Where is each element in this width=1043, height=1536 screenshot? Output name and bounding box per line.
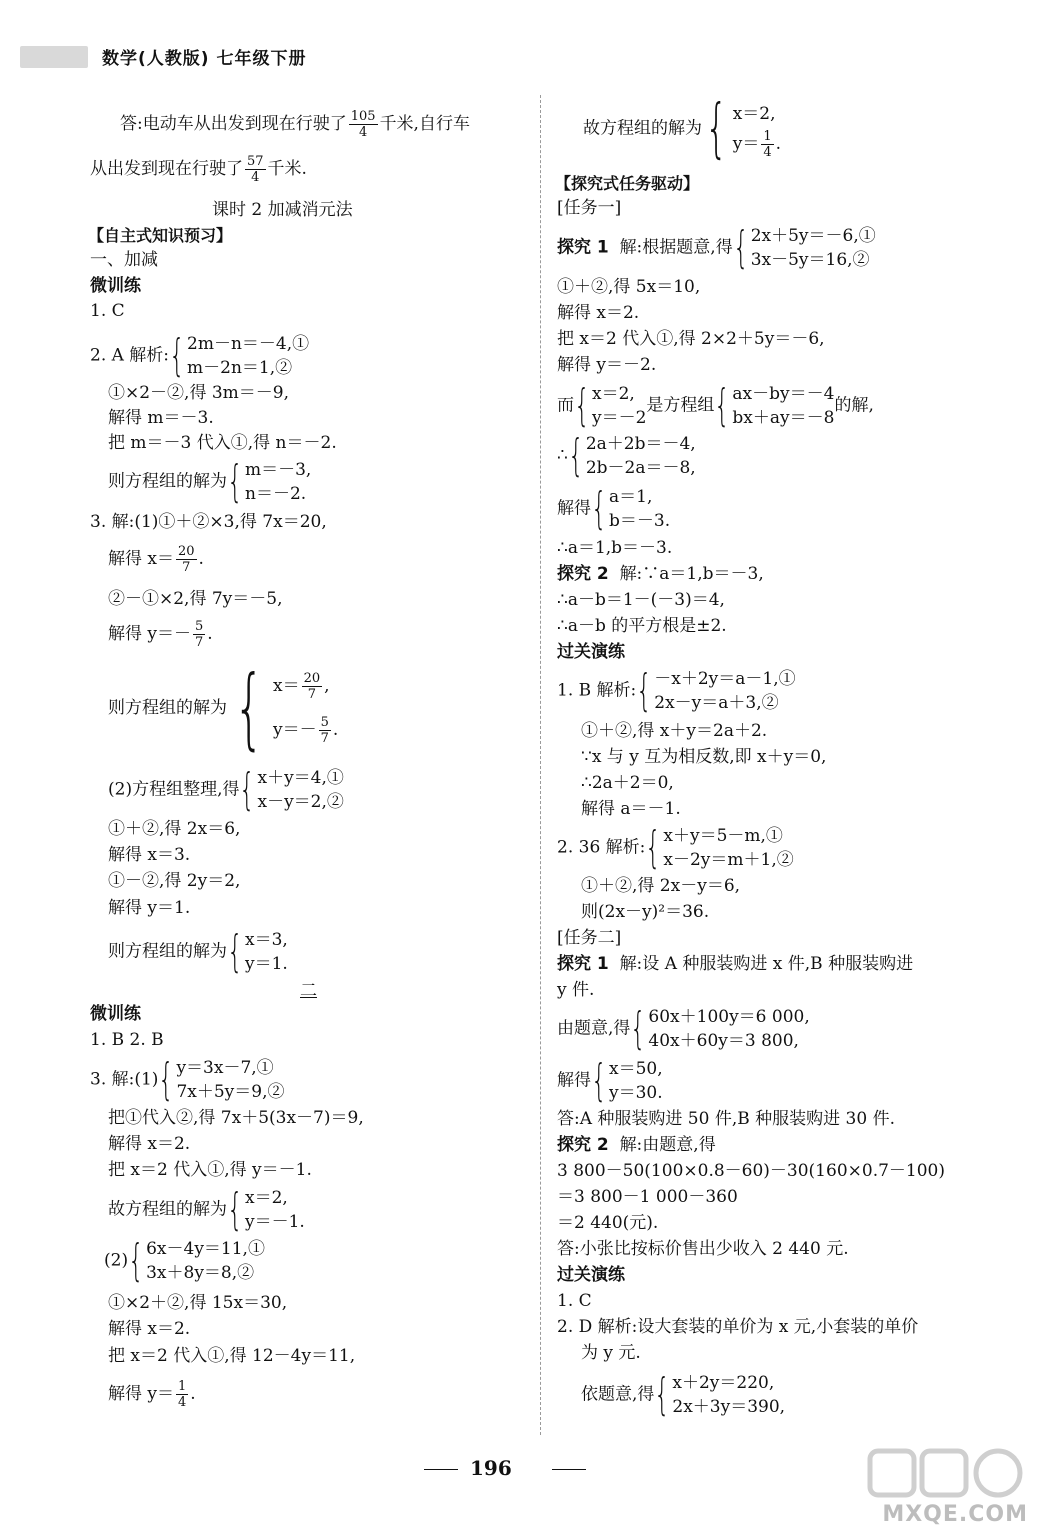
brace-icon: { — [568, 430, 584, 481]
equation-system: { 2m－n＝－4,① m－2n＝1,② — [169, 330, 310, 381]
subheading: 二 — [300, 981, 317, 1001]
step: ①＋②,得 x＋y＝2a＋2. — [581, 721, 768, 741]
brace-icon: { — [574, 380, 590, 431]
step: ①－②,得 2y＝2, — [108, 871, 241, 891]
brace-icon: { — [239, 764, 256, 815]
task-heading: [任务二] — [557, 928, 622, 948]
brace-icon: { — [591, 1055, 607, 1106]
step: 3 800－50(100×0.8－60)－30(160×0.7－100) — [557, 1161, 945, 1181]
footer-dash — [552, 1469, 586, 1470]
step: 解得 { a＝1, b＝－3. — [557, 483, 671, 534]
task-heading: [任务一] — [557, 198, 622, 218]
brace-icon: { — [169, 330, 185, 381]
practice-1: 1. C — [557, 1291, 592, 1311]
step: ∵x 与 y 互为相反数,即 x＋y＝0, — [581, 747, 827, 767]
header-title: 数学(人教版) 七年级下册 — [102, 49, 307, 69]
step: 解得 a＝－1. — [581, 799, 681, 819]
section-heading: 【自主式知识预习】 — [88, 226, 233, 245]
brace-icon: { — [733, 222, 749, 273]
subheading: 一、加减 — [90, 250, 158, 270]
exercise-heading: 微训练 — [90, 1004, 141, 1024]
column-divider — [540, 95, 541, 1435]
step: ∴a－b 的平方根是±2. — [557, 616, 727, 636]
answer-line-1: 答:电动车从出发到现在行驶了 $\frac{105}{4}$ 千米,自行车 — [120, 109, 470, 140]
solution: 则方程组的解为 { x＝ $\frac{20}{7}$ , y＝－ $\frac{5}{7}$ . — [108, 656, 339, 759]
explore-1b: 探究 1 解:设 A 种服装购进 x 件,B 种服装购进 — [557, 954, 914, 974]
watermark-logo-icon — [862, 1445, 1032, 1505]
step: ∴a－b＝1－(－3)＝4, — [557, 590, 725, 610]
brace-icon: { — [233, 656, 265, 759]
step: ②－①×2,得 7y＝－5, — [108, 589, 283, 609]
brace-icon: { — [227, 1184, 243, 1235]
brace-icon: { — [630, 1003, 647, 1054]
watermark-site: MXQE.COM — [882, 1502, 1028, 1527]
step: 为 y 元. — [581, 1343, 641, 1363]
answer-1-2: 1. B 2. B — [90, 1030, 164, 1050]
step: ①＋②,得 2x－y＝6, — [581, 876, 741, 896]
explore-1: 探究 1 解:根据题意,得 { 2x＋5y＝－6,① 3x－5y＝16,② — [557, 222, 876, 273]
step: 解得 y＝ $\frac{1}{4}$ . — [108, 1379, 196, 1410]
section-heading: 【探究式任务驱动】 — [555, 174, 700, 193]
step: 3. 解:(1)①＋②×3,得 7x＝20, — [90, 512, 327, 532]
series-logo — [20, 46, 88, 68]
answer-2: 2. A 解析: { 2m－n＝－4,① m－2n＝1,② — [90, 330, 310, 381]
step: 把 x＝2 代入①,得 12－4y＝11, — [108, 1346, 356, 1366]
explore-2: 探究 2 解:∵a＝1,b＝－3, — [557, 564, 764, 584]
step: 把 m＝－3 代入①,得 n＝－2. — [108, 433, 337, 453]
step: 解得 { x＝50, y＝30. — [557, 1055, 663, 1106]
step: 解得 x＝2. — [108, 1134, 191, 1154]
step: 解得 y＝1. — [108, 898, 191, 918]
step: 把 x＝2 代入①,得 y＝－1. — [108, 1160, 312, 1180]
brace-icon: { — [645, 822, 662, 873]
solution: 则方程组的解为 { m＝－3, n＝－2. — [108, 456, 312, 507]
brace-icon: { — [654, 1369, 671, 1420]
step: 由题意,得 { 60x＋100y＝6 000, 40x＋60y＝3 800, — [557, 1003, 810, 1054]
step: ＝3 800－1 000－360 — [557, 1187, 738, 1207]
practice-heading: 过关演练 — [557, 642, 625, 662]
step: (2)方程组整理,得 { x＋y＝4,① x－y＝2,② — [108, 764, 344, 815]
watermark — [862, 1445, 1032, 1527]
step: 则(2x－y)²＝36. — [581, 902, 710, 922]
step: ①＋②,得 2x＝6, — [108, 819, 241, 839]
practice-2: 2. 36 解析: { x＋y＝5－m,① x－2y＝m＋1,② — [557, 822, 794, 873]
solution: 故方程组的解为 { x＝2, y＝ $\frac{1}{4}$ . — [583, 92, 782, 166]
brace-icon: { — [591, 483, 607, 534]
step: ①×2－②,得 3m＝－9, — [108, 383, 290, 403]
brace-icon: { — [714, 380, 731, 431]
step: 而 { x＝2, y＝－2 是方程组 { ax－by＝－4 bx＋ay＝－8 的解, — [557, 380, 874, 431]
step: 解得 x＝3. — [108, 845, 191, 865]
brace-icon: { — [636, 665, 652, 716]
step: 把①代入②,得 7x＋5(3x－7)＝9, — [108, 1108, 364, 1128]
step: 解得 x＝2. — [108, 1319, 191, 1339]
step: ∴2a＋2＝0, — [581, 773, 674, 793]
step: ∴ { 2a＋2b＝－4, 2b－2a＝－8, — [557, 430, 696, 481]
step: ＝2 440(元). — [557, 1213, 659, 1233]
brace-icon: { — [705, 92, 728, 166]
step: 解得 m＝－3. — [108, 408, 214, 428]
fraction: $\frac{57}{4}$ — [247, 154, 264, 185]
brace-icon: { — [158, 1054, 175, 1105]
step: ①×2＋②,得 15x＝30, — [108, 1293, 288, 1313]
step: ①＋②,得 5x＝10, — [557, 277, 701, 297]
step: 解得 x＝ $\frac{20}{7}$ . — [108, 544, 204, 575]
brace-icon: { — [128, 1235, 144, 1286]
fraction: $\frac{105}{4}$ — [350, 109, 376, 140]
explore-2b: 探究 2 解:由题意,得 — [557, 1135, 716, 1155]
solution: 故方程组的解为 { x＝2, y＝－1. — [108, 1184, 305, 1235]
practice-heading: 过关演练 — [557, 1265, 625, 1285]
practice-1: 1. B 解析: { －x＋2y＝a－1,① 2x－y＝a＋3,② — [557, 665, 796, 716]
exercise-heading: 微训练 — [90, 276, 141, 296]
step: 把 x＝2 代入①,得 2×2＋5y＝－6, — [557, 329, 825, 349]
solution: 则方程组的解为 { x＝3, y＝1. — [108, 926, 288, 977]
lesson-title: 课时 2 加减消元法 — [212, 200, 353, 220]
step: 解得 y＝－ $\frac{5}{7}$ . — [108, 619, 213, 650]
answer-1: 1. C — [90, 301, 125, 321]
step: 解得 y＝－2. — [557, 355, 657, 375]
answer-line-2: 从出发到现在行驶了 $\frac{57}{4}$ 千米. — [90, 154, 307, 185]
page-header — [20, 44, 306, 69]
footer-dash — [424, 1469, 458, 1470]
brace-icon: { — [227, 456, 243, 507]
page-number: 196 — [470, 1456, 512, 1480]
answer-3: 3. 解:(1) { y＝3x－7,① 7x＋5y＝9,② — [90, 1054, 285, 1105]
answer: 答:小张比按标价售出少收入 2 440 元. — [557, 1239, 849, 1259]
step: 解得 x＝2. — [557, 303, 640, 323]
brace-icon: { — [227, 926, 243, 977]
practice-2: 2. D 解析:设大套装的单价为 x 元,小套装的单价 — [557, 1317, 919, 1337]
step: 依题意,得 { x＋2y＝220, 2x＋3y＝390, — [581, 1369, 786, 1420]
step: y 件. — [557, 980, 595, 1000]
step: (2) { 6x－4y＝11,① 3x＋8y＝8,② — [104, 1235, 265, 1286]
answer: 答:A 种服装购进 50 件,B 种服装购进 30 件. — [557, 1109, 895, 1129]
step: ∴a＝1,b＝－3. — [557, 538, 673, 558]
